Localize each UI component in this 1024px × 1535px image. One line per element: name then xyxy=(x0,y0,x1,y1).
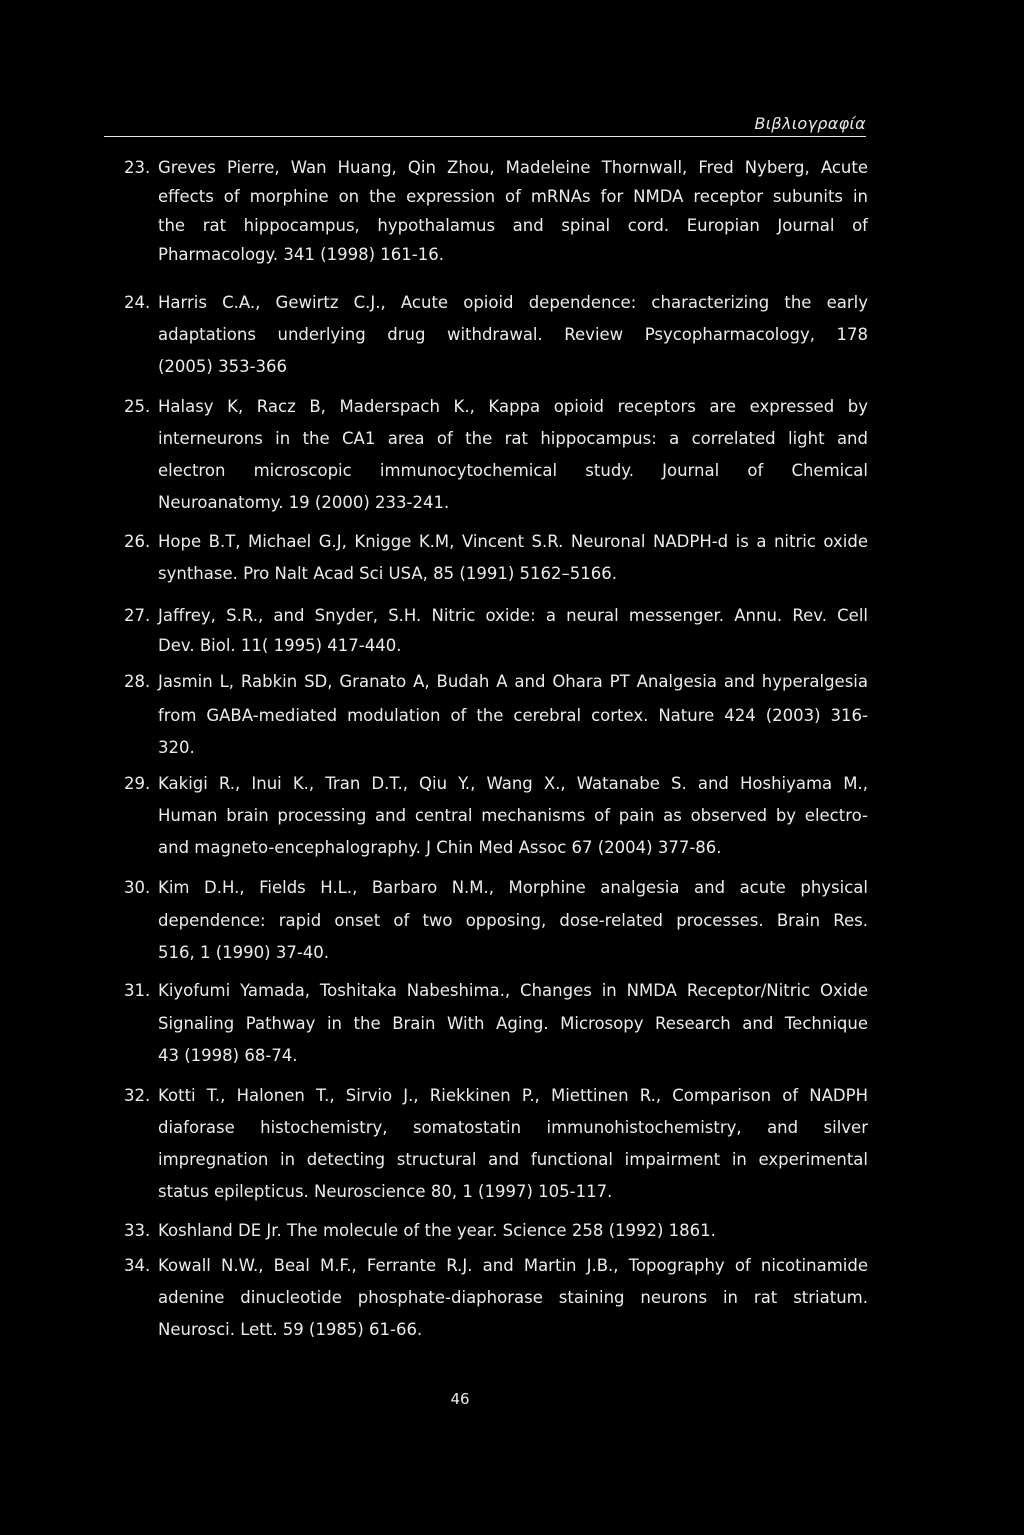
reference-number: 34. xyxy=(124,1256,151,1275)
reference-line: synthase. Pro Nalt Acad Sci USA, 85 (1991) 5162–5166. xyxy=(158,564,618,583)
reference-line: Signaling Pathway in the Brain With Aging. Microsopy Research and Technique xyxy=(158,1014,868,1033)
reference-line: Neuroanatomy. 19 (2000) 233-241. xyxy=(158,493,450,512)
reference-number: 23. xyxy=(124,158,151,177)
reference-line: Hope B.T, Michael G.J, Knigge K.M, Vincent S.R. Neuronal NADPH-d is a nitric oxide xyxy=(158,532,868,551)
reference-line: Kotti T., Halonen T., Sirvio J., Riekkinen P., Miettinen R., Comparison of NADPH xyxy=(158,1086,868,1105)
reference-number: 27. xyxy=(124,606,151,625)
reference-line: and magneto-encephalography. J Chin Med Assoc 67 (2004) 377-86. xyxy=(158,838,722,857)
reference-line: dependence: rapid onset of two opposing, dose-related processes. Brain Res. xyxy=(158,911,868,930)
reference-number: 29. xyxy=(124,774,151,793)
reference-line: the rat hippocampus, hypothalamus and spinal cord. Europian Journal of xyxy=(158,216,868,235)
reference-line: Greves Pierre, Wan Huang, Qin Zhou, Madeleine Thornwall, Fred Nyberg, Acute xyxy=(158,158,868,177)
reference-line: adenine dinucleotide phosphate-diaphorase staining neurons in rat striatum. xyxy=(158,1288,868,1307)
reference-line: status epilepticus. Neuroscience 80, 1 (1997) 105-117. xyxy=(158,1182,613,1201)
reference-line: Halasy K, Racz B, Maderspach K., Kappa opioid receptors are expressed by xyxy=(158,397,868,416)
page-number: 46 xyxy=(450,1390,470,1408)
reference-number: 32. xyxy=(124,1086,151,1105)
reference-line: from GABA-mediated modulation of the cerebral cortex. Nature 424 (2003) 316- xyxy=(158,706,868,725)
reference-line: Kiyofumi Yamada, Toshitaka Nabeshima., Changes in NMDA Receptor/Nitric Oxide xyxy=(158,981,868,1000)
reference-number: 28. xyxy=(124,672,151,691)
reference-number: 24. xyxy=(124,293,151,312)
reference-line: 320. xyxy=(158,738,195,757)
reference-number: 25. xyxy=(124,397,151,416)
reference-line: Koshland DE Jr. The molecule of the year. Science 258 (1992) 1861. xyxy=(158,1221,716,1240)
reference-line: 516, 1 (1990) 37-40. xyxy=(158,943,330,962)
reference-line: Dev. Biol. 11( 1995) 417-440. xyxy=(158,636,402,655)
reference-number: 31. xyxy=(124,981,151,1000)
reference-line: (2005) 353-366 xyxy=(158,357,288,376)
reference-number: 30. xyxy=(124,878,151,897)
reference-line: effects of morphine on the expression of mRNAs for NMDA receptor subunits in xyxy=(158,187,868,206)
reference-line: diaforase histochemistry, somatostatin immunohistochemistry, and silver xyxy=(158,1118,868,1137)
reference-line: electron microscopic immunocytochemical study. Journal of Chemical xyxy=(158,461,868,480)
reference-line: adaptations underlying drug withdrawal. Review Psycopharmacology, 178 xyxy=(158,325,868,344)
reference-line: Neurosci. Lett. 59 (1985) 61-66. xyxy=(158,1320,423,1339)
reference-line: Jasmin L, Rabkin SD, Granato A, Budah A and Ohara PT Analgesia and hyperalgesia xyxy=(158,672,868,691)
reference-line: Kim D.H., Fields H.L., Barbaro N.M., Morphine analgesia and acute physical xyxy=(158,878,868,897)
reference-line: Harris C.A., Gewirtz C.J., Acute opioid dependence: characterizing the early xyxy=(158,293,868,312)
reference-line: interneurons in the CA1 area of the rat hippocampus: a correlated light and xyxy=(158,429,868,448)
reference-line: 43 (1998) 68-74. xyxy=(158,1046,298,1065)
reference-number: 26. xyxy=(124,532,151,551)
header-title: Βιβλιογραφία xyxy=(754,114,866,133)
reference-line: Kakigi R., Inui K., Tran D.T., Qiu Y., Wang X., Watanabe S. and Hoshiyama M., xyxy=(158,774,868,793)
reference-line: Jaffrey, S.R., and Snyder, S.H. Nitric oxide: a neural messenger. Annu. Rev. Cell xyxy=(158,606,868,625)
reference-line: Pharmacology. 341 (1998) 161-16. xyxy=(158,245,444,264)
reference-line: Kowall N.W., Beal M.F., Ferrante R.J. and Martin J.B., Topography of nicotinamide xyxy=(158,1256,868,1275)
reference-line: impregnation in detecting structural and functional impairment in experimental xyxy=(158,1150,868,1169)
reference-line: Human brain processing and central mechanisms of pain as observed by electro- xyxy=(158,806,868,825)
reference-number: 33. xyxy=(124,1221,151,1240)
